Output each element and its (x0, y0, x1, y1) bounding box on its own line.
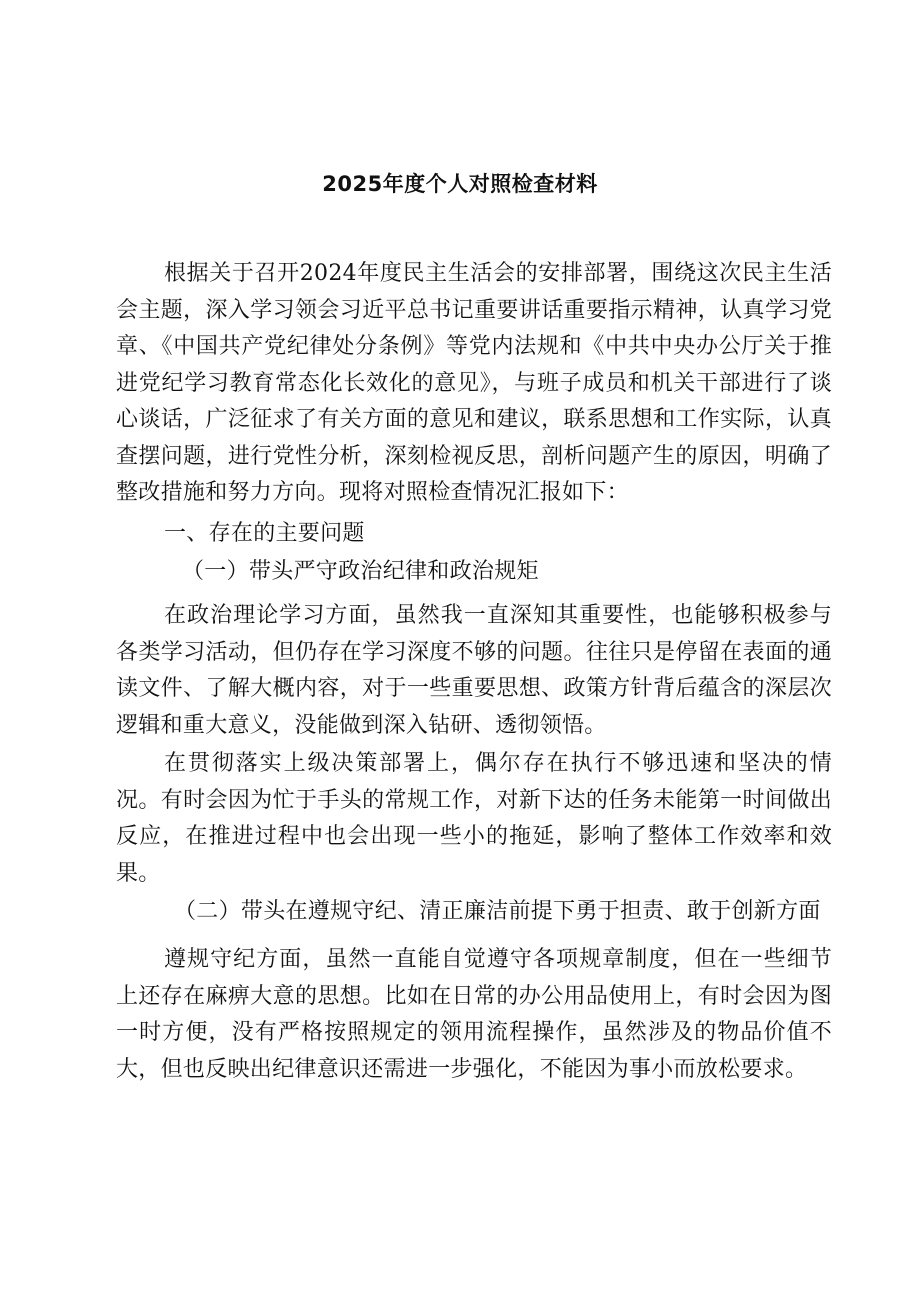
document-body (116, 256, 832, 1088)
subsection-2-paragraph-1: 遵规守纪方面，虽然一直能自觉遵守各项规章制度，但在一些细节上还存在麻痹大意的思想。比如在日常的办公用品使用上，有时会因为图一时方便，没有严格按照规定的领用流程操作，虽然涉及的物品价值不大，但也反映出纪律意识还需进一步强化，不能因为事小而放松要求。 (116, 947, 832, 1082)
intro-paragraph: 根据关于召开2024年度民主生活会的安排部署，围绕这次民主生活会主题，深入学习领会习近平总书记重要讲话重要指示精神，认真学习党章、《中国共产党纪律处分条例》等党内法规和《中共中央办公厅关于推进党纪学习教育常态化长效化的意见》，与班子成员和机关干部进行了谈心谈话，广泛征求了有关方面的意见和建议，联系思想和工作实际，认真查摆问题，进行党性分析，深刻检视反思，剖析问题产生的原因，明确了整改措施和努力方向。现将对照检查情况汇报如下： (116, 261, 832, 505)
document-title: 2025年度个人对照检查材料 (322, 172, 598, 196)
subsection-1-paragraph-1: 在政治理论学习方面，虽然我一直深知其重要性，也能够积极参与各类学习活动，但仍存在学习深度不够的问题。往往只是停留在表面的通读文件、了解大概内容，对于一些重要思想、政策方针背后蕴含的深层次逻辑和重大意义，没能做到深入钻研、透彻领悟。 (116, 603, 832, 738)
section-heading-1: 一、存在的主要问题 (164, 520, 365, 546)
subsection-heading-1: （一）带头严守政治纪律和政治规矩 (182, 558, 539, 584)
subsection-heading-2: （二）带头在遵规守纪、清正廉洁前提下勇于担责、敢于创新方面 (174, 899, 821, 924)
subsection-1-paragraph-2: 在贯彻落实上级决策部署上，偶尔存在执行不够迅速和坚决的情况。有时会因为忙于手头的常规工作，对新下达的任务未能第一时间做出反应，在推进过程中也会出现一些小的拖延，影响了整体工作效率和效果。 (116, 751, 832, 886)
